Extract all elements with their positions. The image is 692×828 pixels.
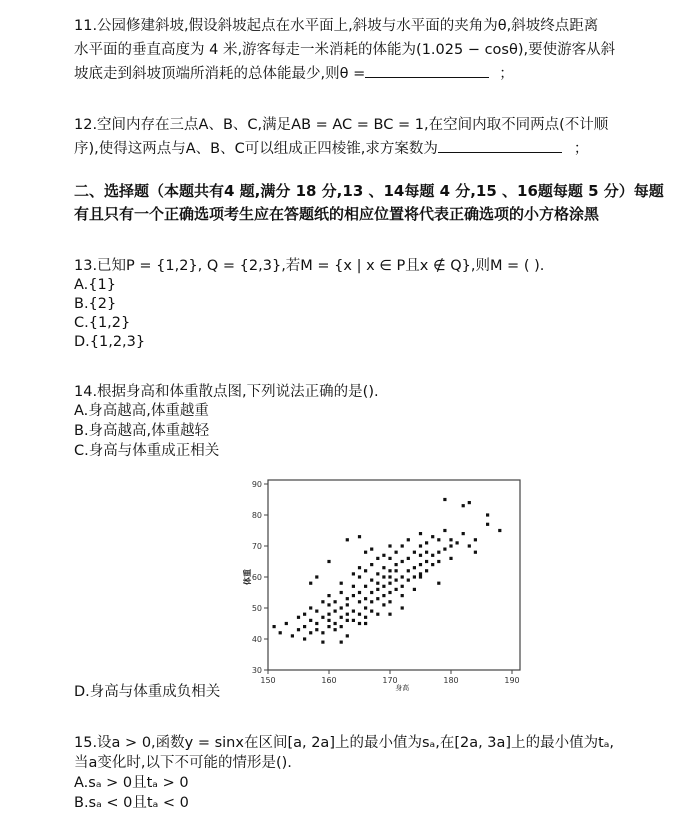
scatter-point: [425, 551, 428, 554]
scatter-point: [340, 606, 343, 609]
scatter-point: [437, 538, 440, 541]
scatter-point: [401, 585, 404, 588]
q12-line2: [74, 139, 588, 159]
q15-option-a[interactable]: A.sₐ > 0且tₐ > 0: [74, 775, 189, 791]
q13-option-c[interactable]: C.{1,2}: [74, 315, 131, 331]
scatter-point: [407, 557, 410, 560]
y-tick-label: 90: [251, 480, 262, 489]
scatter-point: [285, 622, 288, 625]
q11-line3: [74, 64, 514, 84]
scatter-point: [382, 575, 385, 578]
scatter-point: [376, 613, 379, 616]
scatter-point: [315, 622, 318, 625]
y-tick-label: 50: [251, 604, 262, 613]
y-tick-label: 80: [251, 511, 262, 520]
scatter-point: [419, 532, 422, 535]
q13-stem: 13.已知P = {1,2}, Q = {2,3},若M = {x | x ∈ P且x ∉ Q},则M = ( ).: [74, 258, 545, 274]
scatter-point: [401, 560, 404, 563]
scatter-point: [309, 619, 312, 622]
scatter-point: [395, 569, 398, 572]
scatter-point: [327, 619, 330, 622]
scatter-plot-area: [242, 480, 520, 692]
scatter-point: [407, 538, 410, 541]
scatter-point: [413, 551, 416, 554]
scatter-point: [358, 613, 361, 616]
q11-answer-blank[interactable]: [365, 77, 489, 78]
q14-option-a[interactable]: A.身高越高,体重越重: [74, 403, 209, 419]
scatter-point: [315, 575, 318, 578]
scatter-point: [340, 582, 343, 585]
scatter-point: [388, 600, 391, 603]
scatter-point: [395, 579, 398, 582]
x-tick-label: 190: [504, 676, 520, 685]
scatter-point: [431, 554, 434, 557]
scatter-point: [327, 594, 330, 597]
scatter-point: [413, 588, 416, 591]
scatter-point: [376, 582, 379, 585]
height-weight-scatter-chart: [240, 474, 530, 694]
scatter-point: [370, 548, 373, 551]
scatter-point: [498, 529, 501, 532]
scatter-point: [303, 613, 306, 616]
q14-option-d[interactable]: D.身高与体重成负相关: [74, 684, 221, 700]
scatter-point: [364, 569, 367, 572]
q11-line3-text: 坡底走到斜坡顶端所消耗的总体能最少,则θ =: [74, 66, 366, 82]
scatter-point: [346, 619, 349, 622]
scatter-point: [364, 551, 367, 554]
scatter-point: [419, 544, 422, 547]
scatter-point: [407, 579, 410, 582]
y-tick-label: 60: [251, 573, 262, 582]
q12-line1: 12.空间内存在三点A、B、C,满足AB = AC = BC = 1,在空间内取不同两点(不计顺: [74, 117, 609, 133]
chart-frame: [268, 480, 520, 670]
q13-option-b[interactable]: B.{2}: [74, 296, 117, 312]
scatter-point: [327, 603, 330, 606]
scatter-point: [449, 544, 452, 547]
scatter-point: [419, 572, 422, 575]
scatter-point: [382, 585, 385, 588]
scatter-point: [382, 594, 385, 597]
q11-line1: 11.公园修建斜坡,假设斜坡起点在水平面上,斜坡与水平面的夹角为θ,斜坡终点距离: [74, 18, 599, 34]
scatter-point: [388, 591, 391, 594]
scatter-point: [364, 622, 367, 625]
scatter-point: [279, 631, 282, 634]
scatter-point: [437, 560, 440, 563]
scatter-point: [388, 613, 391, 616]
scatter-point: [486, 523, 489, 526]
x-axis-label: 身高: [395, 684, 410, 692]
scatter-point: [431, 535, 434, 538]
q15-stem: 15.设a > 0,函数y = sinx在区间[a, 2a]上的最小值为sₐ,在[2a, 3a]上的最小值为tₐ,: [74, 735, 615, 751]
q11-end-mark: ；: [499, 66, 514, 82]
scatter-point: [456, 541, 459, 544]
scatter-point: [358, 600, 361, 603]
scatter-point: [382, 566, 385, 569]
scatter-point: [340, 591, 343, 594]
section2-heading-line1: 二、选择题（本题共有4 题,满分 18 分,13 、14每题 4 分,15 、16题每题 5 分）每题: [74, 182, 664, 200]
scatter-point: [273, 625, 276, 628]
y-tick-label: 30: [251, 666, 262, 675]
scatter-point: [407, 569, 410, 572]
scatter-point: [364, 585, 367, 588]
x-tick-label: 150: [260, 676, 276, 685]
scatter-point: [334, 610, 337, 613]
q12-line2-text: 序),使得这两点与A、B、C可以组成正四棱锥,求方案数为: [74, 141, 438, 157]
scatter-point: [419, 575, 422, 578]
scatter-point: [334, 622, 337, 625]
scatter-point: [346, 634, 349, 637]
scatter-point: [431, 563, 434, 566]
scatter-point: [291, 634, 294, 637]
scatter-point: [315, 610, 318, 613]
scatter-point: [443, 548, 446, 551]
scatter-point: [437, 582, 440, 585]
scatter-point: [425, 541, 428, 544]
scatter-point: [376, 557, 379, 560]
y-axis-label: 体重: [243, 569, 252, 585]
scatter-point: [346, 613, 349, 616]
scatter-point: [327, 560, 330, 563]
scatter-point: [321, 600, 324, 603]
scatter-point: [327, 613, 330, 616]
scatter-point: [443, 498, 446, 501]
scatter-point: [413, 575, 416, 578]
scatter-point: [462, 532, 465, 535]
scatter-point: [382, 554, 385, 557]
x-tick-label: 170: [382, 676, 398, 685]
scatter-point: [449, 538, 452, 541]
scatter-point: [401, 594, 404, 597]
section2-heading-line2: 有且只有一个正确选项考生应在答题纸的相应位置将代表正确选项的小方格涂黑: [74, 205, 600, 223]
scatter-point: [388, 544, 391, 547]
q14-option-c[interactable]: C.身高与体重成正相关: [74, 443, 220, 459]
scatter-point: [401, 544, 404, 547]
scatter-point: [340, 641, 343, 644]
scatter-point: [358, 566, 361, 569]
q15-option-b[interactable]: B.sₐ < 0且tₐ < 0: [74, 795, 189, 811]
scatter-point: [474, 538, 477, 541]
scatter-point: [346, 597, 349, 600]
scatter-point: [321, 616, 324, 619]
x-tick-label: 180: [443, 676, 459, 685]
scatter-point: [370, 563, 373, 566]
scatter-point: [370, 579, 373, 582]
scatter-point: [334, 628, 337, 631]
scatter-point: [358, 591, 361, 594]
q11-line2: 水平面的垂直高度为 4 米,游客每走一米消耗的体能为(1.025 − cosθ),要使游客从斜: [74, 42, 616, 58]
scatter-point: [321, 641, 324, 644]
scatter-point: [340, 625, 343, 628]
scatter-point: [413, 566, 416, 569]
q13-option-d[interactable]: D.{1,2,3}: [74, 334, 146, 350]
scatter-point: [327, 625, 330, 628]
q14-option-b[interactable]: B.身高越高,体重越轻: [74, 423, 210, 439]
scatter-point: [425, 560, 428, 563]
q12-end-mark: ；: [573, 141, 589, 157]
scatter-point: [352, 572, 355, 575]
scatter-point: [395, 563, 398, 566]
scatter-point: [364, 616, 367, 619]
scatter-point: [309, 631, 312, 634]
scatter-point: [303, 625, 306, 628]
scatter-point: [309, 606, 312, 609]
scatter-point: [334, 600, 337, 603]
scatter-point: [321, 631, 324, 634]
scatter-point: [468, 544, 471, 547]
scatter-point: [388, 557, 391, 560]
scatter-point: [382, 603, 385, 606]
x-tick-label: 160: [321, 676, 337, 685]
scatter-point: [419, 554, 422, 557]
scatter-point: [376, 588, 379, 591]
q14-stem: 14.根据身高和体重散点图,下列说法正确的是().: [74, 384, 379, 400]
scatter-point: [358, 575, 361, 578]
scatter-point: [388, 582, 391, 585]
scatter-point: [486, 513, 489, 516]
scatter-point: [370, 610, 373, 613]
scatter-point: [437, 551, 440, 554]
scatter-point: [364, 597, 367, 600]
q13-option-a[interactable]: A.{1}: [74, 277, 116, 293]
scatter-point: [401, 575, 404, 578]
scatter-point: [395, 588, 398, 591]
scatter-point: [364, 606, 367, 609]
scatter-point: [443, 529, 446, 532]
scatter-point: [376, 572, 379, 575]
scatter-point: [352, 585, 355, 588]
scatter-point: [388, 575, 391, 578]
q12-answer-blank[interactable]: [438, 152, 562, 153]
scatter-point: [309, 582, 312, 585]
scatter-point: [425, 569, 428, 572]
scatter-point: [468, 501, 471, 504]
scatter-point: [419, 563, 422, 566]
scatter-point: [303, 637, 306, 640]
scatter-point: [376, 597, 379, 600]
y-tick-label: 70: [251, 542, 262, 551]
scatter-point: [297, 628, 300, 631]
scatter-point: [370, 591, 373, 594]
scatter-point: [352, 594, 355, 597]
scatter-point: [401, 606, 404, 609]
scatter-point: [340, 616, 343, 619]
scatter-point: [388, 569, 391, 572]
scatter-point: [474, 551, 477, 554]
scatter-point: [346, 603, 349, 606]
scatter-point: [395, 551, 398, 554]
scatter-point: [297, 616, 300, 619]
q15-line2: 当a变化时,以下不可能的情形是().: [74, 755, 292, 771]
scatter-point: [315, 628, 318, 631]
scatter-point: [346, 538, 349, 541]
scatter-point: [358, 535, 361, 538]
scatter-point: [358, 622, 361, 625]
scatter-point: [352, 610, 355, 613]
y-tick-label: 40: [251, 635, 262, 644]
scatter-point: [370, 600, 373, 603]
scatter-point: [462, 504, 465, 507]
scatter-point: [352, 619, 355, 622]
scatter-point: [449, 557, 452, 560]
